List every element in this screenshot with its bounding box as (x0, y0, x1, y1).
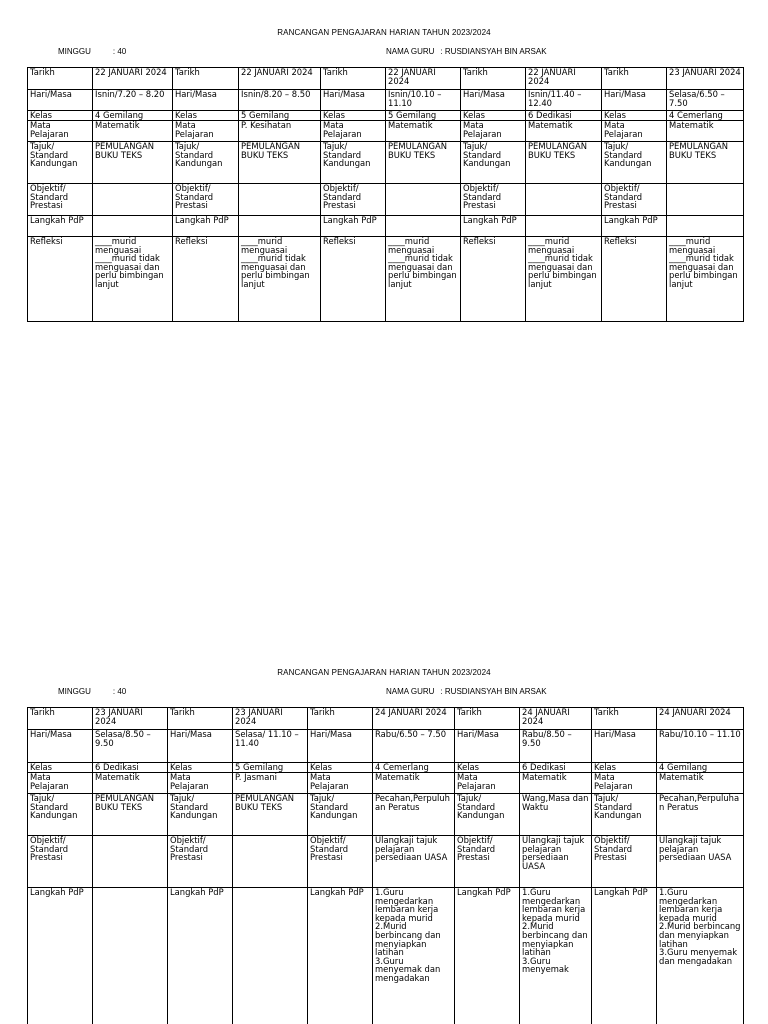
class-cell: 4 Gemilang (657, 763, 744, 773)
row-label: Kelas (461, 111, 526, 121)
row-label: Hari/Masa (28, 730, 93, 763)
table-row (28, 68, 744, 90)
lesson-plan-page-2 (0, 640, 768, 1024)
row-label: Tarikh (321, 68, 386, 90)
date-cell: 22 JANUARI 2024 (93, 68, 173, 90)
row-label: Tajuk/ Standard Kandungan (28, 794, 93, 836)
subject-cell: P. Jasmani (233, 773, 308, 794)
objective-cell (93, 184, 173, 216)
row-label: Hari/Masa (168, 730, 233, 763)
time-cell: Selasa/6.50 – 7.50 (667, 90, 744, 111)
time-cell: Isnin/10.10 – 11.10 (386, 90, 461, 111)
row-label: Kelas (173, 111, 239, 121)
row-label: Langkah PdP (321, 216, 386, 237)
table-row (28, 730, 744, 763)
row-label: Mata Pelajaran (28, 121, 93, 142)
class-cell: 6 Dedikasi (520, 763, 592, 773)
row-label: Mata Pelajaran (602, 121, 667, 142)
objective-cell (233, 836, 308, 888)
reflection-cell: ____murid menguasai ____murid tidak menguasai dan perlu bimbingan lanjut (667, 237, 744, 322)
row-label: Langkah PdP (461, 216, 526, 237)
row-label: Tarikh (592, 708, 657, 730)
time-cell: Isnin/8.20 – 8.50 (239, 90, 321, 111)
topic-cell: Pecahan,Perpuluhan Peratus (373, 794, 455, 836)
time-cell: Selasa/ 11.10 – 11.40 (233, 730, 308, 763)
date-cell: 22 JANUARI 2024 (526, 68, 602, 90)
row-label: Tarikh (28, 708, 93, 730)
reflection-cell: ____murid menguasai ____murid tidak menguasai dan perlu bimbingan lanjut (239, 237, 321, 322)
topic-cell: Wang,Masa dan Waktu (520, 794, 592, 836)
table-row (28, 184, 744, 216)
reflection-cell: ____murid menguasai ____murid tidak menguasai dan perlu bimbingan lanjut (93, 237, 173, 322)
row-label: Mata Pelajaran (592, 773, 657, 794)
table-row (28, 836, 744, 888)
row-label: Langkah PdP (602, 216, 667, 237)
lesson-plan-table (27, 707, 744, 1024)
time-cell: Isnin/7.20 – 8.20 (93, 90, 173, 111)
row-label: Langkah PdP (455, 888, 520, 1024)
time-cell: Rabu/6.50 – 7.50 (373, 730, 455, 763)
teacher-label: NAMA GURU (386, 687, 435, 696)
page-title: RANCANGAN PENGAJARAN HARIAN TAHUN 2023/2024 (277, 668, 491, 677)
table-row (28, 237, 744, 322)
week-value: : 40 (112, 687, 127, 696)
row-label: Kelas (592, 763, 657, 773)
class-cell: 4 Gemilang (93, 111, 173, 121)
row-label: Tajuk/ Standard Kandungan (308, 794, 373, 836)
week-info (58, 47, 126, 56)
table-row (28, 763, 744, 773)
row-label: Langkah PdP (168, 888, 233, 1024)
reflection-cell: ____murid menguasai ____murid tidak menguasai dan perlu bimbingan lanjut (386, 237, 461, 322)
row-label: Refleksi (461, 237, 526, 322)
row-label: Refleksi (173, 237, 239, 322)
row-label: Objektif/ Standard Prestasi (173, 184, 239, 216)
objective-cell (239, 184, 321, 216)
reflection-cell: ____murid menguasai ____murid tidak menguasai dan perlu bimbingan lanjut (526, 237, 602, 322)
objective-cell: Ulangkaji tajuk pelajaran persediaan UASA (657, 836, 744, 888)
row-label: Tarikh (28, 68, 93, 90)
row-label: Tarikh (168, 708, 233, 730)
steps-cell: 1.Guru mengedarkan lembaran kerja kepada murid 2.Murid berbincang dan menyiapkan latihan 3.Guru menyemak dan mengadakan (373, 888, 455, 1024)
row-label: Tajuk/ Standard Kandungan (321, 142, 386, 184)
class-cell: 6 Dedikasi (526, 111, 602, 121)
row-label: Kelas (168, 763, 233, 773)
row-label: Kelas (28, 111, 93, 121)
week-label: MINGGU (58, 47, 91, 56)
row-label: Tarikh (173, 68, 239, 90)
row-label: Kelas (455, 763, 520, 773)
table-row (28, 142, 744, 184)
topic-cell: PEMULANGAN BUKU TEKS (526, 142, 602, 184)
date-cell: 22 JANUARI 2024 (386, 68, 461, 90)
steps-cell: 1.Guru mengedarkan lembaran kerja kepada murid 2.Murid berbincang dan menyiapkan latihan 3.Guru menyemak dan mengadakan (657, 888, 744, 1024)
row-label: Hari/Masa (308, 730, 373, 763)
row-label: Mata Pelajaran (321, 121, 386, 142)
class-cell: 4 Cemerlang (373, 763, 455, 773)
table-row (28, 216, 744, 237)
row-label: Langkah PdP (173, 216, 239, 237)
steps-cell (239, 216, 321, 237)
subject-cell: P. Kesihatan (239, 121, 321, 142)
row-label: Tarikh (461, 68, 526, 90)
time-cell: Isnin/11.40 – 12.40 (526, 90, 602, 111)
topic-cell: PEMULANGAN BUKU TEKS (667, 142, 744, 184)
row-label: Hari/Masa (28, 90, 93, 111)
row-label: Tajuk/ Standard Kandungan (173, 142, 239, 184)
row-label: Tajuk/ Standard Kandungan (461, 142, 526, 184)
topic-cell: PEMULANGAN BUKU TEKS (93, 794, 168, 836)
row-label: Hari/Masa (461, 90, 526, 111)
time-cell: Selasa/8.50 – 9.50 (93, 730, 168, 763)
topic-cell: PEMULANGAN BUKU TEKS (93, 142, 173, 184)
topic-cell: Pecahan,Perpuluhan Peratus (657, 794, 744, 836)
date-cell: 23 JANUARI 2024 (93, 708, 168, 730)
row-label: Tajuk/ Standard Kandungan (168, 794, 233, 836)
row-label: Objektif/ Standard Prestasi (455, 836, 520, 888)
lesson-plan-table (27, 67, 744, 322)
row-label: Hari/Masa (602, 90, 667, 111)
steps-cell (93, 216, 173, 237)
row-label: Tajuk/ Standard Kandungan (28, 142, 93, 184)
row-label: Objektif/ Standard Prestasi (308, 836, 373, 888)
row-label: Kelas (308, 763, 373, 773)
class-cell: 5 Gemilang (239, 111, 321, 121)
subject-cell: Matematik (386, 121, 461, 142)
row-label: Objektif/ Standard Prestasi (321, 184, 386, 216)
row-label: Mata Pelajaran (461, 121, 526, 142)
row-label: Kelas (321, 111, 386, 121)
row-label: Tajuk/ Standard Kandungan (592, 794, 657, 836)
row-label: Objektif/ Standard Prestasi (592, 836, 657, 888)
page-title: RANCANGAN PENGAJARAN HARIAN TAHUN 2023/2024 (277, 28, 491, 37)
week-info (58, 687, 126, 696)
topic-cell: PEMULANGAN BUKU TEKS (233, 794, 308, 836)
teacher-value: : RUSDIANSYAH BIN ARSAK (440, 47, 547, 56)
date-cell: 23 JANUARI 2024 (667, 68, 744, 90)
class-cell: 5 Gemilang (233, 763, 308, 773)
objective-cell (526, 184, 602, 216)
table-row (28, 708, 744, 730)
row-label: Tarikh (308, 708, 373, 730)
table-row (28, 794, 744, 836)
objective-cell (386, 184, 461, 216)
teacher-label: NAMA GURU (386, 47, 435, 56)
row-label: Langkah PdP (308, 888, 373, 1024)
steps-cell (667, 216, 744, 237)
row-label: Hari/Masa (173, 90, 239, 111)
objective-cell: Ulangkaji tajuk pelajaran persediaan UASA (373, 836, 455, 888)
row-label: Mata Pelajaran (168, 773, 233, 794)
topic-cell: PEMULANGAN BUKU TEKS (386, 142, 461, 184)
table-row (28, 90, 744, 111)
row-label: Kelas (28, 763, 93, 773)
subject-cell: Matematik (520, 773, 592, 794)
date-cell: 23 JANUARI 2024 (233, 708, 308, 730)
row-label: Refleksi (602, 237, 667, 322)
row-label: Hari/Masa (592, 730, 657, 763)
subject-cell: Matematik (93, 773, 168, 794)
objective-cell (667, 184, 744, 216)
row-label: Langkah PdP (592, 888, 657, 1024)
row-label: Objektif/ Standard Prestasi (168, 836, 233, 888)
table-row (28, 111, 744, 121)
class-cell: 4 Cemerlang (667, 111, 744, 121)
class-cell: 5 Gemilang (386, 111, 461, 121)
date-cell: 24 JANUARI 2024 (520, 708, 592, 730)
row-label: Mata Pelajaran (173, 121, 239, 142)
steps-cell: 1.Guru mengedarkan lembaran kerja kepada murid 2.Murid berbincang dan menyiapkan latihan 3.Guru menyemak (520, 888, 592, 1024)
steps-cell (386, 216, 461, 237)
row-label: Refleksi (321, 237, 386, 322)
table-row (28, 888, 744, 1024)
row-label: Hari/Masa (321, 90, 386, 111)
subject-cell: Matematik (657, 773, 744, 794)
teacher-info (386, 687, 547, 696)
subject-cell: Matematik (373, 773, 455, 794)
week-label: MINGGU (58, 687, 91, 696)
date-cell: 24 JANUARI 2024 (373, 708, 455, 730)
week-value: : 40 (112, 47, 127, 56)
subject-cell: Matematik (526, 121, 602, 142)
row-label: Langkah PdP (28, 216, 93, 237)
row-label: Mata Pelajaran (28, 773, 93, 794)
teacher-info (386, 47, 547, 56)
time-cell: Rabu/10.10 – 11.10 (657, 730, 744, 763)
subject-cell: Matematik (93, 121, 173, 142)
objective-cell: Ulangkaji tajuk pelajaran persediaan UASA (520, 836, 592, 888)
steps-cell (233, 888, 308, 1024)
row-label: Tarikh (455, 708, 520, 730)
row-label: Mata Pelajaran (455, 773, 520, 794)
row-label: Objektif/ Standard Prestasi (461, 184, 526, 216)
date-cell: 22 JANUARI 2024 (239, 68, 321, 90)
class-cell: 6 Dedikasi (93, 763, 168, 773)
date-cell: 24 JANUARI 2024 (657, 708, 744, 730)
steps-cell (93, 888, 168, 1024)
row-label: Tajuk/ Standard Kandungan (455, 794, 520, 836)
row-label: Refleksi (28, 237, 93, 322)
row-label: Kelas (602, 111, 667, 121)
time-cell: Rabu/8.50 – 9.50 (520, 730, 592, 763)
teacher-value: : RUSDIANSYAH BIN ARSAK (440, 687, 547, 696)
topic-cell: PEMULANGAN BUKU TEKS (239, 142, 321, 184)
table-row (28, 121, 744, 142)
steps-cell (526, 216, 602, 237)
row-label: Tarikh (602, 68, 667, 90)
row-label: Tajuk/ Standard Kandungan (602, 142, 667, 184)
row-label: Hari/Masa (455, 730, 520, 763)
row-label: Mata Pelajaran (308, 773, 373, 794)
row-label: Objektif/ Standard Prestasi (602, 184, 667, 216)
row-label: Langkah PdP (28, 888, 93, 1024)
row-label: Objektif/ Standard Prestasi (28, 836, 93, 888)
subject-cell: Matematik (667, 121, 744, 142)
objective-cell (93, 836, 168, 888)
table-row (28, 773, 744, 794)
row-label: Objektif/ Standard Prestasi (28, 184, 93, 216)
